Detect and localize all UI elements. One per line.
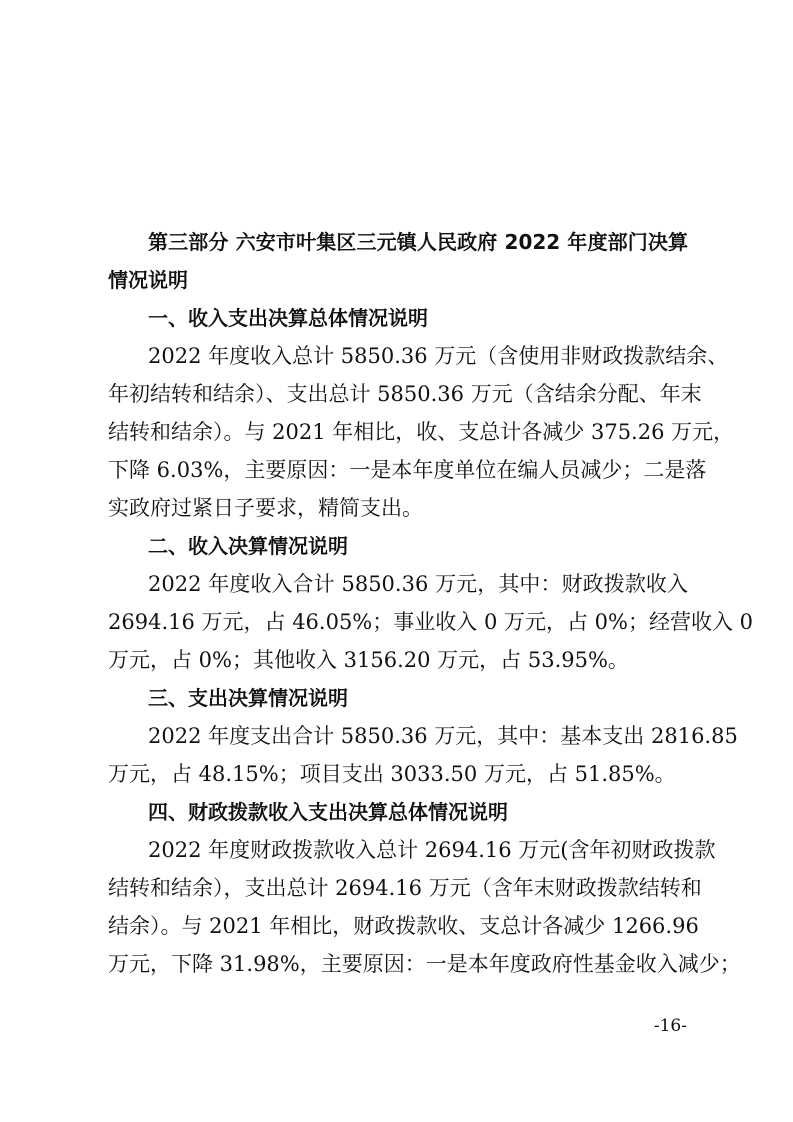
section-4-line-1: 2022 年度财政拨款收入总计 2694.16 万元(含年初财政拨款 xyxy=(148,838,716,862)
section-1-line-1: 2022 年度收入总计 5850.36 万元（含使用非财政拨款结余、 xyxy=(148,344,729,368)
part-title-line-1: 第三部分 六安市叶集区三元镇人民政府 2022 年度部门决算 xyxy=(148,230,688,254)
section-1-line-3: 结转和结余）。与 2021 年相比，收、支总计各减少 375.26 万元， xyxy=(108,420,735,444)
section-1-line-5: 实政府过紧日子要求，精简支出。 xyxy=(108,496,423,520)
part-title-line-2: 情况说明 xyxy=(108,268,188,292)
section-3-line-2: 万元，占 48.15%；项目支出 3033.50 万元，占 51.85%。 xyxy=(108,762,676,786)
section-4-line-3: 结余）。与 2021 年相比，财政拨款收、支总计各减少 1266.96 xyxy=(108,914,699,938)
section-1-line-4: 下降 6.03%，主要原因：一是本年度单位在编人员减少；二是落 xyxy=(108,458,707,482)
section-1-line-2: 年初结转和结余）、支出总计 5850.36 万元（含结余分配、年末 xyxy=(108,382,702,406)
section-3-heading: 三、支出决算情况说明 xyxy=(148,686,348,710)
section-4-line-4: 万元，下降 31.98%，主要原因：一是本年度政府性基金收入减少； xyxy=(108,952,741,976)
section-2-heading: 二、收入决算情况说明 xyxy=(148,534,348,558)
section-4-heading: 四、财政拨款收入支出决算总体情况说明 xyxy=(148,800,508,824)
section-2-line-1: 2022 年度收入合计 5850.36 万元，其中：财政拨款收入 xyxy=(148,572,688,596)
section-2-line-3: 万元，占 0%；其他收入 3156.20 万元，占 53.95%。 xyxy=(108,648,629,672)
page-number: -16- xyxy=(653,1016,687,1036)
section-3-line-1: 2022 年度支出合计 5850.36 万元，其中：基本支出 2816.85 xyxy=(148,724,738,748)
section-1-heading: 一、收入支出决算总体情况说明 xyxy=(148,306,428,330)
section-4-line-2: 结转和结余），支出总计 2694.16 万元（含年末财政拨款结转和 xyxy=(108,876,702,900)
section-2-line-2: 2694.16 万元，占 46.05%；事业收入 0 万元，占 0%；经营收入 0 xyxy=(108,610,753,634)
